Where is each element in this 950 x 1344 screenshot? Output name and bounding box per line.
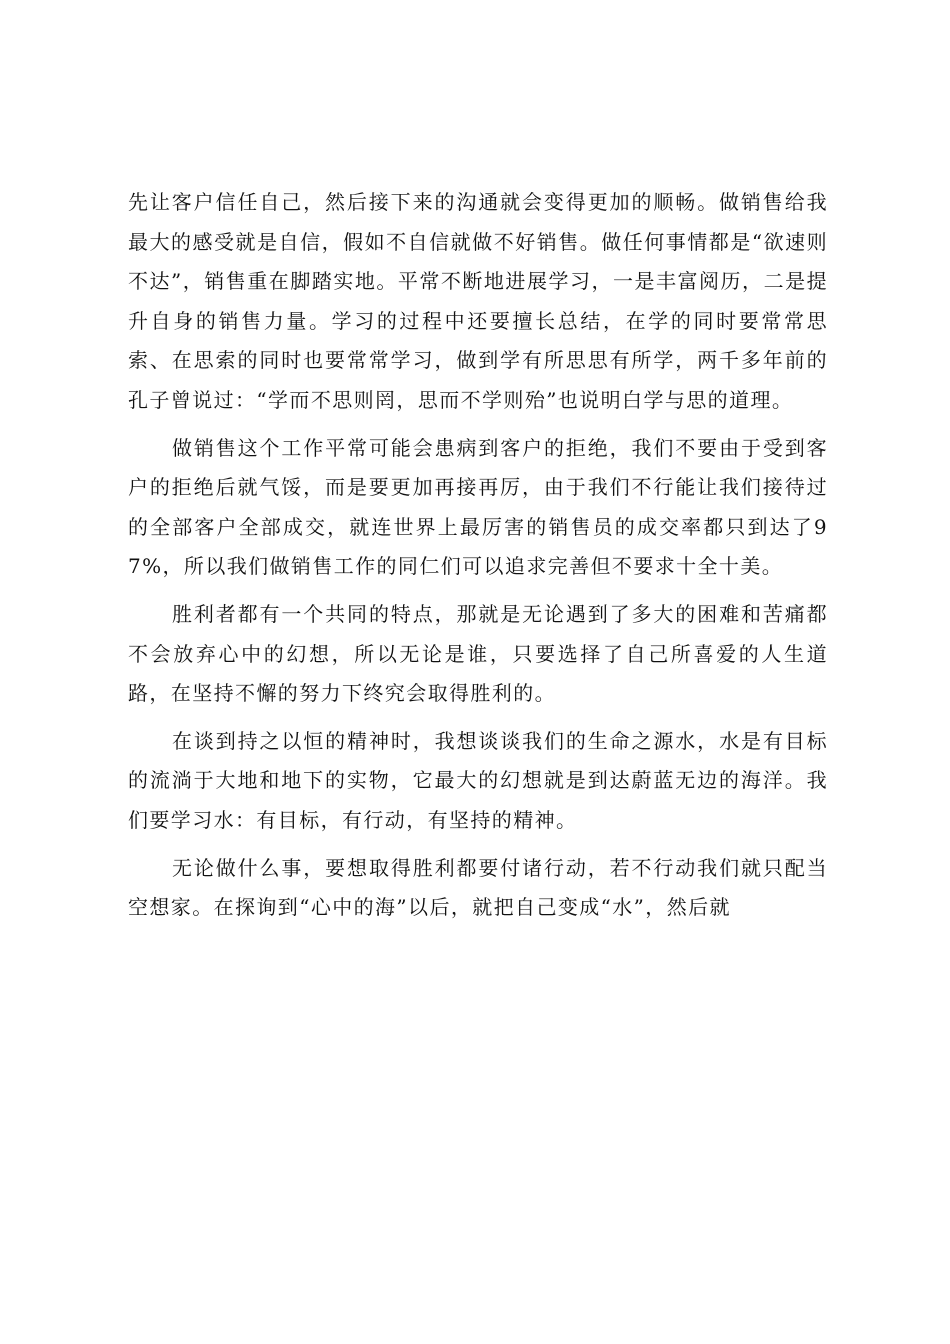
paragraph-gap (128, 841, 828, 849)
paragraph-gap (128, 421, 828, 429)
document-body (128, 183, 828, 928)
paragraph-5: 无论做什么事，要想取得胜利都要付诸行动，若不行动我们就只配当空想家。在探询到“心中的海”以后，就把自己变成“水”，然后就 (128, 855, 828, 920)
paragraph-gap (128, 714, 828, 722)
paragraph-1: 先让客户信任自己，然后接下来的沟通就会变得更加的顺畅。做销售给我最大的感受就是自信，假如不自信就做不好销售。做任何事情都是“欲速则不达”，销售重在脚踏实地。平常不断地进展学习，一是丰富阅历，二是提升自身的销售力量。学习的过程中还要擅长总结，在学的同时要常常思索、在思索的同时也要常常学习，做到学有所思思有所学，两千多年前的孔子曾说过：“学而不思则罔，思而不学则殆”也说明白学与思的道理。 (128, 190, 828, 412)
paragraph-3: 胜利者都有一个共同的特点，那就是无论遇到了多大的困难和苦痛都不会放弃心中的幻想，所以无论是谁，只要选择了自己所喜爱的人生道路，在坚持不懈的努力下终究会取得胜利的。 (128, 601, 828, 706)
paragraph-2: 做销售这个工作平常可能会患病到客户的拒绝，我们不要由于受到客户的拒绝后就气馁，而是要更加再接再厉，由于我们不行能让我们接待过的全部客户全部成交，就连世界上最厉害的销售员的成交率都只到达了97%，所以我们做销售工作的同仁们可以追求完善但不要求十全十美。 (128, 435, 828, 579)
paragraph-gap (128, 587, 828, 595)
paragraph-4: 在谈到持之以恒的精神时，我想谈谈我们的生命之源水，水是有目标的流淌于大地和地下的实物，它最大的幻想就是到达蔚蓝无边的海洋。我们要学习水：有目标，有行动，有坚持的精神。 (128, 728, 828, 832)
